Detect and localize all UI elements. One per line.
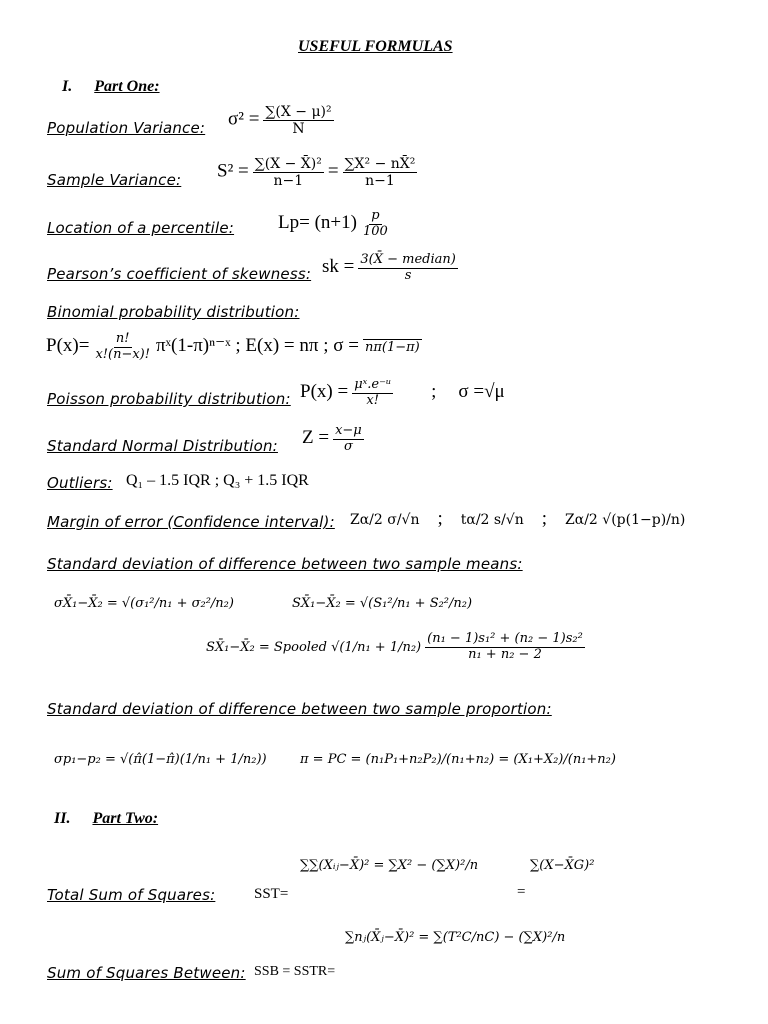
pearson-skewness-label: Pearson’s coefficient of skewness: [47,265,312,283]
binomial-label: Binomial probability distribution: [47,303,300,321]
sst-label: Total Sum of Squares: [47,886,216,904]
part-one-number: I. [62,78,73,95]
part-one-heading [62,78,160,96]
sst-alternative: ∑(X−X̄G)² [530,858,595,873]
sst-equals: = [517,884,526,900]
poisson-label: Poisson probability distribution: [47,390,291,408]
sd-proportion-formula-sigma: σp₁−p₂ = √(π̂(1−π̂)(1/n₁ + 1/n₂)) [54,752,267,767]
sd-means-label: Standard deviation of difference between two sample means: [47,555,523,573]
part-one-title: Part One: [94,78,160,95]
margin-of-error-formula: Zα/2 σ/√n ; tα/2 s/√n ; Zα/2 √(p(1−p)/n) [350,508,686,529]
standard-normal-formula: Z = $\frac{x-\mu}{\sigma}$ [302,423,362,454]
ssb-lhs: SSB = SSTR= [254,964,336,979]
sst-lhs: SST= [254,886,289,902]
sd-means-formula-pooled: SX̄₁−X̄₂ = Spooled √(1/n₁ + 1/n₂) $\frac{\text{(n₁ − 1)s₁² + (n₂ − 1)s₂²}}{\text{n₁ + n₂ − 2}}$ [206,631,583,662]
outliers-formula: Q₁ – 1.5 IQR ; Q₃ + 1.5 IQR [126,472,309,489]
binomial-formula: P(x)= $\frac{n!}{x!(n-x)!}$ πˣ(1-π)ⁿ⁻ˣ ; E(x) = nπ ; σ = nπ(1−π) [46,331,420,362]
population-variance-formula: σ² = $\frac{\text{∑(X − μ)²}}{N}$ [228,104,332,138]
margin-of-error-label: Margin of error (Confidence interval): [47,513,335,531]
percentile-formula: Lp= (n+1) $\frac{p}{100}$ [278,208,388,239]
poisson-formula: P(x) = $\frac{\text{μˣ.e⁻ᵘ}}{x!}$ ; σ =√μ [300,377,505,408]
pearson-skewness-formula: sk = $\frac{\text{3(X̄ − median)}}{s}$ [322,252,456,283]
part-two-title: Part Two: [92,810,159,827]
sst-expression: ∑∑(Xᵢⱼ−X̄)² = ∑X² − (∑X)²/n [300,858,479,873]
part-two-number: II. [54,810,71,827]
ssb-expression: ∑nⱼ(X̄ⱼ−X̄)² = ∑(T²C/nC) − (∑X)²/n [345,930,566,945]
sample-variance-label: Sample Variance: [47,171,182,189]
document-title: USEFUL FORMULAS [298,38,453,55]
sample-variance-formula: S² = $\frac{\text{∑(X − X̄)²}}{n-1}$ = $\frac{\text{∑X² − nX̄²}}{n-1}$ [217,156,416,190]
sd-proportion-label: Standard deviation of difference between two sample proportion: [47,700,552,718]
standard-normal-label: Standard Normal Distribution: [47,437,278,455]
population-variance-label: Population Variance: [47,119,206,137]
outliers-label: Outliers: [47,474,113,492]
percentile-label: Location of a percentile: [47,219,235,237]
part-two-heading [54,810,158,828]
sd-means-formula-sigma: σX̄₁−X̄₂ = √(σ₁²/n₁ + σ₂²/n₂) [54,596,234,611]
ssb-label: Sum of Squares Between: [47,964,246,982]
sd-means-formula-sample: SX̄₁−X̄₂ = √(S₁²/n₁ + S₂²/n₂) [292,596,473,611]
sd-proportion-formula-pooled: π = PC = (n₁P₁+n₂P₂)/(n₁+n₂) = (X₁+X₂)/(n₁+n₂) [300,752,616,767]
